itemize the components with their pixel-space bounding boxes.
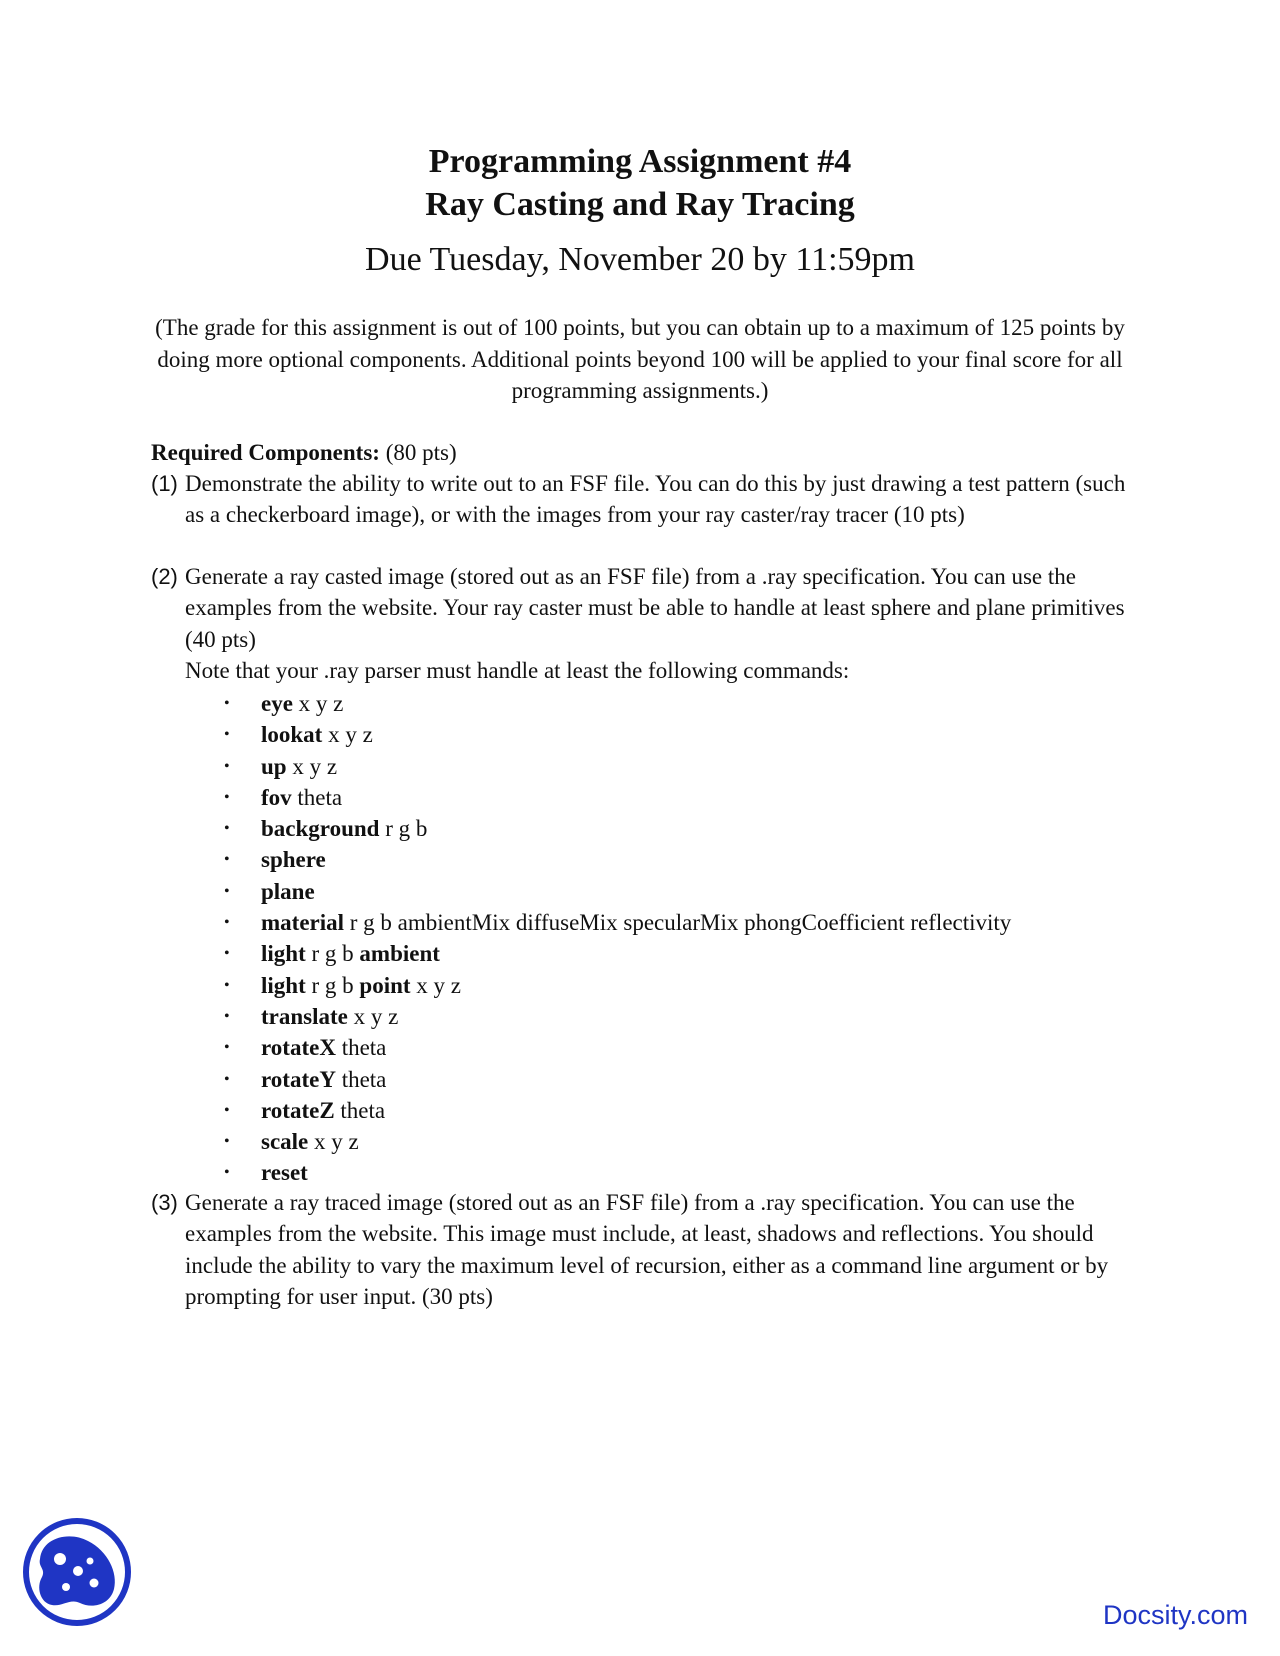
bullet-icon: • [224,1101,230,1119]
required-heading [151,437,457,468]
requirement-item-2 [151,561,1131,686]
item-text: Generate a ray casted image (stored out as an FSF file) from a .ray specification. You can use the examples from the website. Your ray caster must be able to handle at least sphere and plane primitives (40 pts) [185,564,1125,652]
bullet-icon: • [224,726,230,744]
command-args-secondary: x y z [416,972,462,998]
command-keyword: rotateY [261,1066,336,1092]
bullet-icon: • [224,914,230,932]
item-text: Generate a ray traced image (stored out as an FSF file) from a .ray specification. You can use the examples from the website. This image must include, at least, shadows and reflections. You should include the ability to vary the maximum level of recursion, either as a command line argument or by prompting for user input. (30 pts) [185,1190,1109,1309]
command-text [261,688,343,719]
command-args: x y z [314,1129,359,1155]
item-text: Demonstrate the ability to write out to an FSF file. You can do this by just drawing a test pattern (such as a checkerboard image), or with the images from your ray caster/ray tracer (10 pts) [185,471,1126,528]
command-keyword-secondary: point [359,972,411,998]
command-text [261,1064,386,1095]
command-keyword: fov [261,784,292,810]
command-keyword: lookat [261,722,323,748]
command-keyword: rotateX [261,1035,336,1061]
item-number: (3) [151,1190,178,1215]
command-keyword: scale [261,1129,309,1155]
command-args: r g b [385,816,428,842]
command-args: theta [341,1035,387,1061]
item-note: Note that your .ray parser must handle at least the following commands: [185,657,850,683]
item-number: (1) [151,471,178,496]
command-text [261,1126,359,1157]
command-keyword: material [261,910,345,936]
requirement-item-1 [151,468,1131,531]
bullet-icon: • [224,788,230,806]
document-title: Programming Assignment #4 [428,143,852,180]
command-text [261,907,1011,938]
command-args: theta [341,1066,387,1092]
command-args: r g b ambientMix diffuseMix specularMix phongCoefficient reflectivity [349,910,1012,936]
command-keyword: plane [261,878,315,904]
required-label: Required Components: [151,440,380,465]
bullet-icon: • [224,851,230,869]
command-args: x y z [353,1003,399,1029]
command-args: x y z [328,722,373,748]
bullet-icon: • [224,757,230,775]
command-text [261,938,440,969]
bullet-icon: • [224,976,230,994]
command-keyword: rotateZ [261,1097,335,1123]
command-keyword: background [261,816,380,842]
item-number: (2) [151,564,178,589]
command-text [261,1095,385,1126]
bullet-icon: • [224,820,230,838]
bullet-icon: • [224,1007,230,1025]
docsity-brand-link[interactable]: Docsity.com [1103,1600,1249,1630]
command-keyword: sphere [261,847,326,873]
command-keyword: light [261,941,306,967]
intro-paragraph: (The grade for this assignment is out of 100 points, but you can obtain up to a maximum of 125 points by doing more optional components. Additional points beyond 100 will be applied to your final score for all programming assignments.) [155,315,1125,403]
docsity-logo-icon[interactable] [22,1517,132,1627]
command-keyword: translate [261,1003,348,1029]
command-keyword: up [261,753,287,779]
bullet-icon: • [224,1164,230,1182]
bullet-icon: • [224,1133,230,1151]
command-keyword: reset [261,1160,308,1186]
command-text [261,751,337,782]
command-text [261,782,342,813]
command-text [261,844,326,875]
command-text [261,1157,308,1188]
command-args: r g b [311,941,354,967]
command-args: r g b [311,972,354,998]
bullet-icon: • [224,945,230,963]
required-points: (80 pts) [385,440,457,465]
command-text [261,876,315,907]
command-keyword-secondary: ambient [359,941,440,967]
command-text [261,1032,386,1063]
command-text [261,719,373,750]
command-text [261,813,427,844]
command-args: x y z [292,753,338,779]
command-args: x y z [298,691,344,716]
command-text [261,1001,398,1032]
command-args: theta [297,784,343,810]
command-keyword: eye [261,691,293,716]
bullet-icon: • [224,695,230,712]
requirement-item-3 [151,1187,1131,1312]
command-text [261,970,461,1001]
bullet-icon: • [224,1070,230,1088]
document-subtitle: Ray Casting and Ray Tracing [425,186,855,223]
command-keyword: light [261,972,306,998]
command-args: theta [340,1097,386,1123]
due-date: Due Tuesday, November 20 by 11:59pm [365,241,915,278]
bullet-icon: • [224,882,230,900]
bullet-icon: • [224,1039,230,1057]
